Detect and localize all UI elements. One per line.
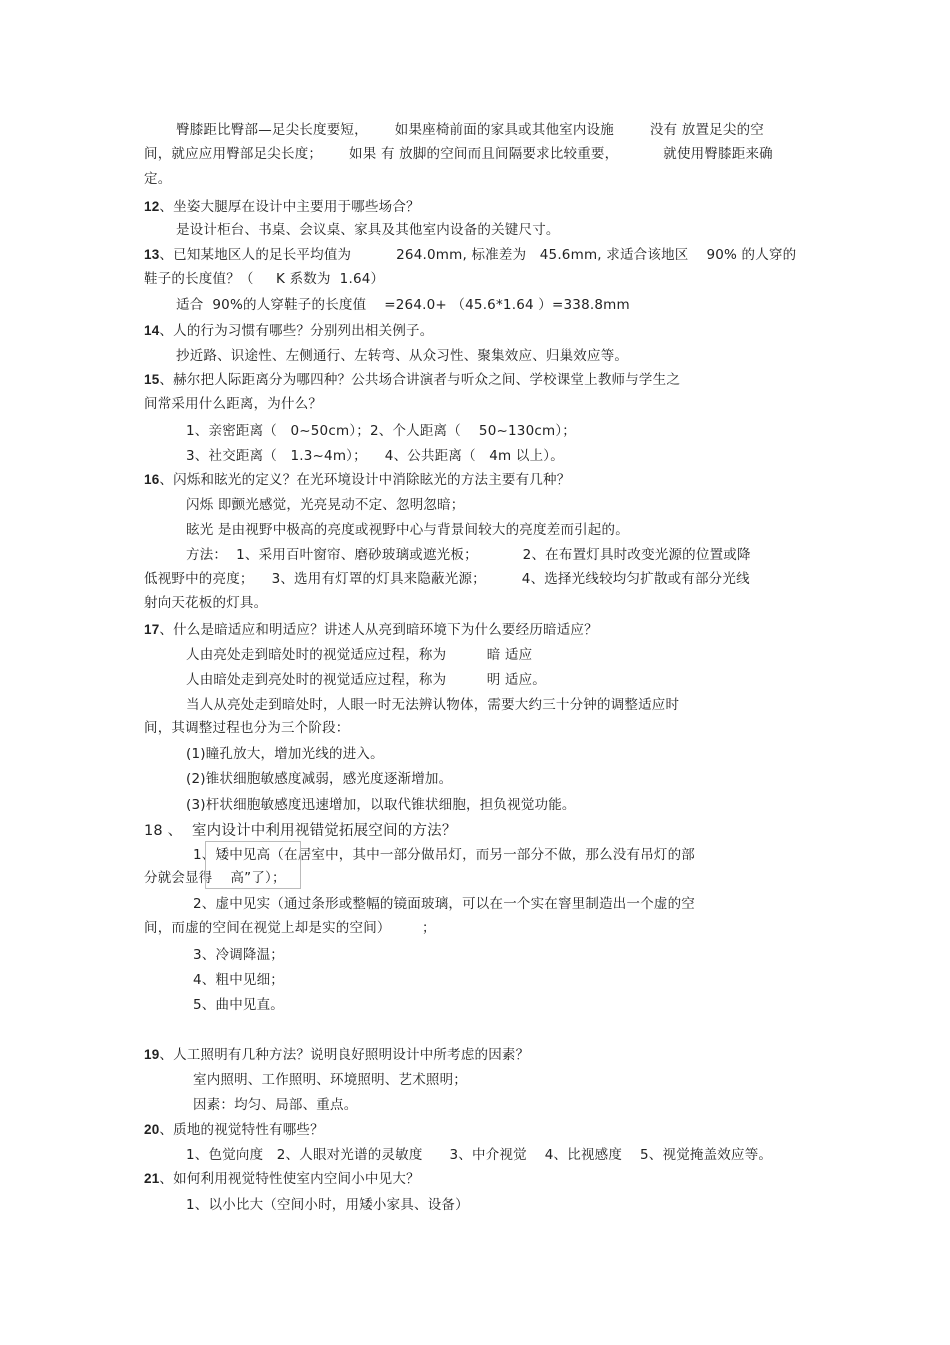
question-15: 15、赫尔把人际距离分为哪四种？公共场合讲演者与听众之间、学校课堂上教师与学生之 [144,372,681,388]
answer-line: 5、曲中见直。 [193,997,284,1013]
answer-line: 1、色觉向度 2、人眼对光谱的灵敏度 3、中介视觉 4、比视感度 5、视觉掩盖效应等。 [186,1147,773,1163]
answer-line: 3、冷调降温； [193,947,284,963]
question-14: 14、人的行为习惯有哪些？分别列出相关例子。 [144,323,434,339]
answer-line: 当人从亮处走到暗处时，人眼一时无法辨认物体，需要大约三十分钟的调整适应时 [186,697,680,713]
question-number: 19 [144,1047,160,1062]
answer-line: 眩光 是由视野中极高的亮度或视野中心与背景间较大的亮度差而引起的。 [186,522,629,538]
answer-line: 闪烁 即颤光感觉，光亮晃动不定、忽明忽暗； [186,497,465,513]
answer-line: 1、矮中见高（在居室中，其中一部分做吊灯，而另一部分不做，那么没有吊灯的部 [193,847,695,863]
answer-line: 方法： 1、采用百叶窗帘、磨砂玻璃或遮光板； 2、在布置灯具时改变光源的位置或降 [186,547,751,563]
answer-line: (1)瞳孔放大，增加光线的进入。 [186,746,384,762]
question-20: 20、质地的视觉特性有哪些？ [144,1122,324,1138]
text-line: 间，其调整过程也分为三个阶段： [144,720,350,736]
answer-line: 人由暗处走到亮处时的视觉适应过程，称为 明 适应。 [186,672,547,688]
answer-line: 室内照明、工作照明、环境照明、艺术照明； [193,1072,467,1088]
text-line: 间常采用什么距离，为什么？ [144,396,323,412]
text-line: 鞋子的长度值？（ K 系数为 1.64） [144,271,385,287]
text-line: 间，而虚的空间在视觉上却是实的空间） ； [144,920,436,936]
answer-line: 2、虚中见实（通过条形或整幅的镜面玻璃，可以在一个实在窨里制造出一个虚的空 [193,896,695,912]
question-number: 16 [144,472,160,487]
text-line: 低视野中的亮度； 3、选用有灯罩的灯具来隐蔽光源； 4、选择光线较均匀扩散或有部分光线 [144,571,750,587]
text-line: 射向天花板的灯具。 [144,595,268,611]
text-line: 分就会显得 高”了）； [144,870,286,886]
question-18: 18 、 室内设计中利用视错觉拓展空间的方法？ [144,823,457,839]
question-number: 12 [144,199,160,214]
answer-line: 人由亮处走到暗处时的视觉适应过程，称为 暗 适应 [186,647,533,663]
question-13: 13、已知某地区人的足长平均值为 264.0mm, 标准差为 45.6mm, 求适合该地区 90% 的人穿的 [144,247,797,263]
answer-line: 1、亲密距离（ 0~50cm）；2、个人距离（ 50~130cm）； [186,423,576,439]
question-16: 16、闪烁和眩光的定义？在光环境设计中消除眩光的方法主要有几种？ [144,472,571,488]
question-number: 15 [144,372,160,387]
text-line: 定。 [144,171,172,187]
answer-line: 适合 90%的人穿鞋子的长度值 =264.0+ （45.6*1.64 ）=338.8mm [176,297,630,313]
text-line: 臀膝距比臀部—足尖长度要短， 如果座椅前面的家具或其他室内设施 没有 放置足尖的空 [176,122,764,138]
answer-line: 抄近路、识途性、左侧通行、左转弯、从众习性、聚集效应、归巢效应等。 [176,348,629,364]
question-number: 20 [144,1122,160,1137]
question-12: 12、坐姿大腿厚在设计中主要用于哪些场合？ [144,199,420,215]
question-number: 21 [144,1171,160,1186]
question-number: 13 [144,247,160,262]
question-number: 14 [144,323,160,338]
question-19: 19、人工照明有几种方法？说明良好照明设计中所考虑的因素？ [144,1047,530,1063]
answer-line: 3、社交距离（ 1.3~4m）； 4、公共距离（ 4m 以上）。 [186,448,564,464]
question-number: 17 [144,622,160,637]
answer-line: 因素：均匀、局部、重点。 [193,1097,358,1113]
answer-line: (2)锥状细胞敏感度减弱，感光度逐渐增加。 [186,771,453,787]
text-line: 间，就应应用臀部足尖长度； 如果 有 放脚的空间而且间隔要求比较重要， 就使用臀膝距来确 [144,146,773,162]
answer-line: 1、以小比大（空间小时，用矮小家具、设备） [186,1197,469,1213]
question-21: 21、如何利用视觉特性使室内空间小中见大？ [144,1171,420,1187]
answer-line: (3)杆状细胞敏感度迅速增加，以取代锥状细胞，担负视觉功能。 [186,797,576,813]
answer-line: 是设计柜台、书桌、会议桌、家具及其他室内设备的关键尺寸。 [176,222,560,238]
answer-line: 4、粗中见细； [193,972,284,988]
question-17: 17、什么是暗适应和明适应？讲述人从亮到暗环境下为什么要经历暗适应？ [144,622,598,638]
